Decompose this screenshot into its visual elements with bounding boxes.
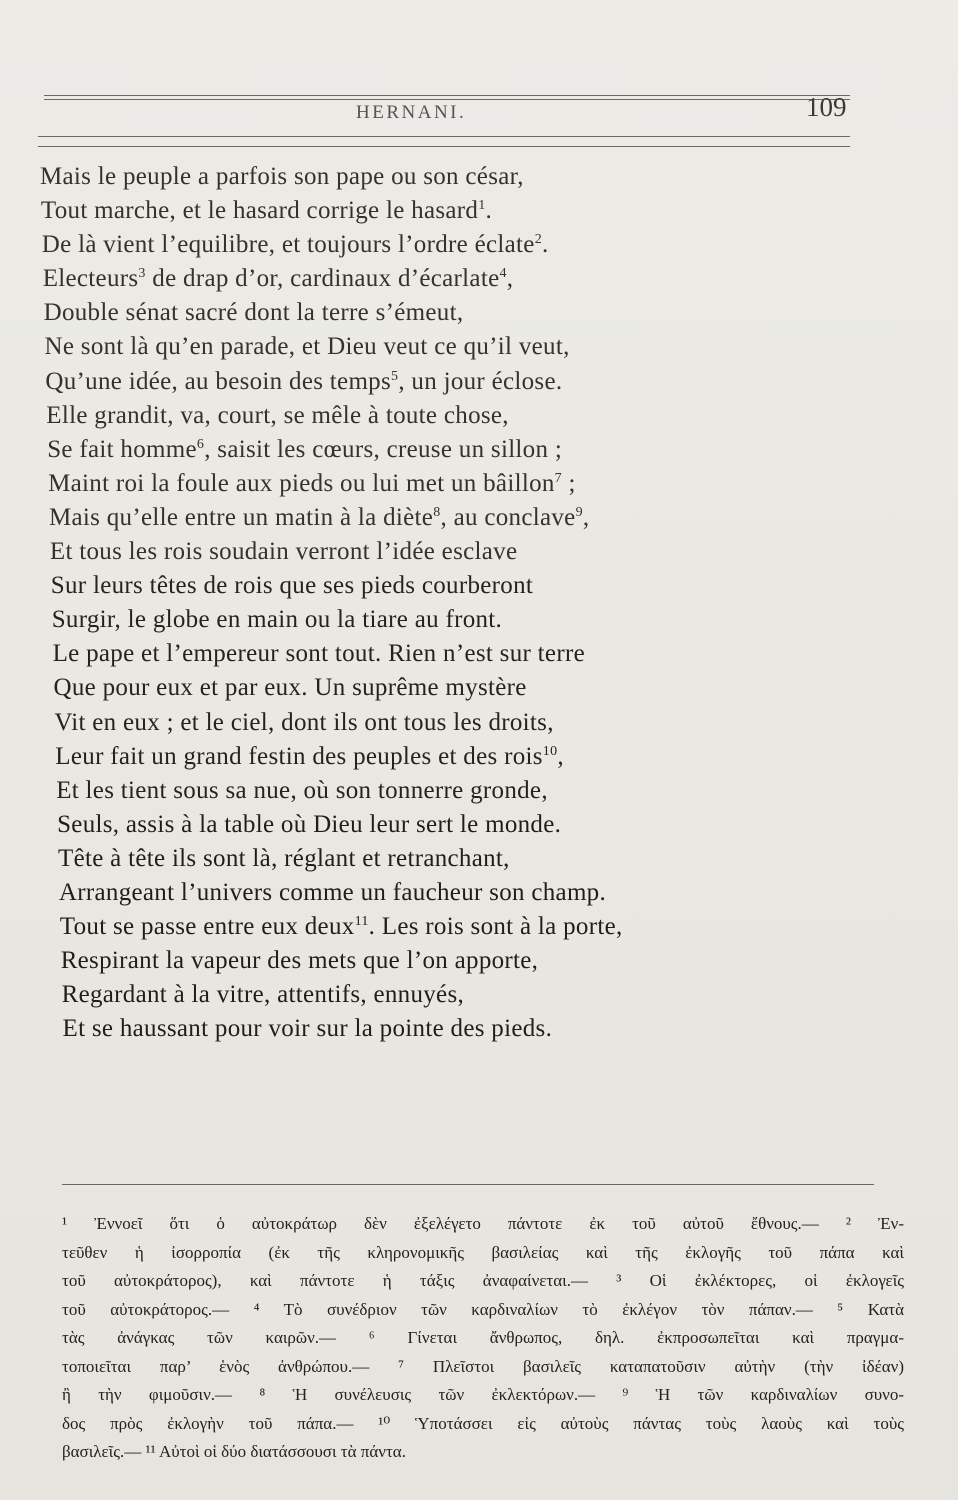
verse-line xyxy=(40,228,900,262)
page-number: 109 xyxy=(806,92,847,122)
verse-text: Leur fait un grand festin des peuples et des rois xyxy=(55,742,543,770)
verse-text: Seuls, assis à la table où Dieu leur sert le monde. xyxy=(57,810,562,838)
verse-text: Electeurs xyxy=(42,265,139,293)
footnote-marker: 1 xyxy=(478,198,486,214)
verse-text: Mais le peuple a parfois son pape ou son césar, xyxy=(40,163,524,190)
footnote-marker: 8 xyxy=(433,504,441,520)
footnote-marker: 4 xyxy=(499,266,507,282)
verse-line xyxy=(40,194,900,228)
verse-text: Et les tient sous sa nue, où son tonnerre gronde, xyxy=(56,776,548,804)
footnote-line: τοποιεῖται παρ’ ἑνὸς ἀνθρώπου.— ⁷ Πλεῖστοι βασιλεῖς καταπατοῦσιν αὐτὴν (τὴν ἰδέαν) xyxy=(62,1356,904,1376)
verse-line xyxy=(40,569,900,603)
verse-text: De là vient l’equilibre, et toujours l’ordre éclate xyxy=(41,231,535,259)
verse-text: . Les rois sont à la porte, xyxy=(368,913,623,941)
verse-text: Se fait homme xyxy=(47,435,197,463)
verse-text: Tout se passe entre eux deux xyxy=(59,913,355,941)
footnote-line: τοῦ αὐτοκράτορος), καὶ πάντοτε ἡ τάξις ἀναφαίνεται.— ³ Οἱ ἐκλέκτορες, οἱ ἐκλογεῖς xyxy=(62,1271,904,1290)
poem-verse xyxy=(40,160,900,1046)
footnote-line: δος πρὸς ἐκλογὴν τοῦ πάπα.— ¹⁰ Ὑποτάσσει εἰς αὐτοὺς πάντας τοὺς λαοὺς καὶ τοὺς xyxy=(62,1413,904,1433)
verse-text: Surgir, le globe en main ou la tiare au front. xyxy=(51,606,503,634)
verse-line xyxy=(40,637,900,671)
footnote-marker: 2 xyxy=(534,232,542,248)
verse-text: , xyxy=(582,503,590,531)
verse-line xyxy=(40,671,900,705)
header-rule-bottom xyxy=(38,136,850,137)
verse-text: Regardant à la vitre, attentifs, ennuyés, xyxy=(61,981,465,1009)
verse-line xyxy=(40,876,900,910)
verse-text: Tête à tête ils sont là, réglant et retranchant, xyxy=(58,844,510,872)
verse-line xyxy=(40,842,900,876)
verse-text: Et tous les rois soudain verront l’idée esclave xyxy=(49,538,518,566)
verse-line xyxy=(40,706,900,740)
verse-line xyxy=(40,740,900,774)
footnote-line: τὰς ἀνάγκας τῶν καιρῶν.— ⁶ Γίνεται ἄνθρωπος, δηλ. ἐκπροσωπεῖται καὶ πραγμα- xyxy=(62,1328,904,1347)
verse-text: , au conclave xyxy=(440,503,576,531)
footnote-marker: 9 xyxy=(575,504,583,520)
header-rule-top xyxy=(44,95,850,96)
verse-text: . xyxy=(485,197,493,225)
footnote-marker: 10 xyxy=(542,743,558,759)
verse-text: , saisit les cœurs, creuse un sillon ; xyxy=(204,435,563,463)
verse-text: , xyxy=(506,265,514,293)
verse-line xyxy=(40,808,900,842)
verse-line xyxy=(40,910,900,944)
verse-line xyxy=(40,160,900,194)
verse-text: Sur leurs têtes de rois que ses pieds courberont xyxy=(50,572,534,600)
footnote-marker: 6 xyxy=(196,436,205,452)
verse-text: ; xyxy=(561,469,576,497)
verse-line xyxy=(40,978,900,1012)
verse-text: , xyxy=(557,742,564,770)
verse-line xyxy=(40,1012,900,1046)
verse-text: Maint roi la foule aux pieds ou lui met un bâillon xyxy=(48,469,555,497)
verse-text: Que pour eux et par eux. Un suprême mystère xyxy=(53,674,527,702)
verse-line xyxy=(40,296,900,330)
footnote-line: τοῦ αὐτοκράτορος.— ⁴ Τὸ συνέδριον τῶν καρδιναλίων τὸ ἐκλέγον τὸν πάπαν.— ⁵ Κατὰ xyxy=(62,1299,904,1319)
verse-line xyxy=(40,262,900,296)
footnote-line: ἢ τὴν φιμοῦσιν.— ⁸ Ἡ συνέλευσις τῶν ἐκλεκτόρων.— ⁹ Ἡ τῶν καρδιναλίων συνο- xyxy=(62,1385,904,1404)
verse-text: Vit en eux ; et le ciel, dont ils ont tous les droits, xyxy=(54,708,554,736)
verse-line xyxy=(40,944,900,978)
header-rule-top-thin xyxy=(44,99,850,100)
footnote-line: βασιλεῖς.— ¹¹ Αὐτοὶ οἱ δύο διατάσσουσι τὰ πάντα. xyxy=(62,1442,406,1461)
footnote-separator xyxy=(62,1184,874,1185)
verse-line xyxy=(40,603,900,637)
verse-text: Respirant la vapeur des mets que l’on apporte, xyxy=(60,947,539,975)
verse-text: Qu’une idée, au besoin des temps xyxy=(45,367,392,395)
verse-line xyxy=(40,433,900,467)
footnotes xyxy=(62,1210,904,1467)
verse-line xyxy=(40,535,900,569)
header-rule-bottom-thin xyxy=(38,146,850,147)
footnote-marker: 11 xyxy=(354,914,369,930)
verse-line xyxy=(40,399,900,433)
running-title: HERNANI. xyxy=(356,102,467,123)
verse-line xyxy=(40,365,900,399)
verse-text: de drap d’or, cardinaux d’écarlate xyxy=(145,265,500,293)
footnote-marker: 3 xyxy=(138,266,146,282)
footnote-line: ¹ Ἐννοεῖ ὅτι ὁ αὐτοκράτωρ δὲν ἐξελέγετο πάντοτε ἐκ τοῦ αὐτοῦ ἔθνους.— ² Ἐν- xyxy=(62,1214,904,1233)
verse-line xyxy=(40,774,900,808)
verse-text: Et se haussant pour voir sur la pointe des pieds. xyxy=(62,1015,553,1043)
verse-line xyxy=(40,467,900,501)
verse-text: Le pape et l’empereur sont tout. Rien n’est sur terre xyxy=(52,640,585,668)
verse-text: Ne sont là qu’en parade, et Dieu veut ce qu’il veut, xyxy=(44,333,570,361)
verse-line xyxy=(40,501,900,535)
footnote-marker: 7 xyxy=(554,470,562,486)
verse-text: , un jour éclose. xyxy=(398,367,563,395)
verse-text: Double sénat sacré dont la terre s’émeut, xyxy=(43,299,464,327)
verse-text: Tout marche, et le hasard corrige le hasard xyxy=(40,197,479,225)
verse-text: Elle grandit, va, court, se mêle à toute chose, xyxy=(46,401,509,429)
verse-line xyxy=(40,330,900,364)
footnote-line: τεῦθεν ἡ ἰσορροπία (ἐκ τῆς κληρονομικῆς βασιλείας καὶ τῆς ἐκλογῆς τοῦ πάπα καὶ xyxy=(62,1242,904,1262)
verse-text: Arrangeant l’univers comme un faucheur son champ. xyxy=(58,878,607,906)
verse-text: . xyxy=(542,231,549,259)
verse-text: Mais qu’elle entre un matin à la diète xyxy=(49,503,434,531)
footnote-marker: 5 xyxy=(391,368,399,384)
